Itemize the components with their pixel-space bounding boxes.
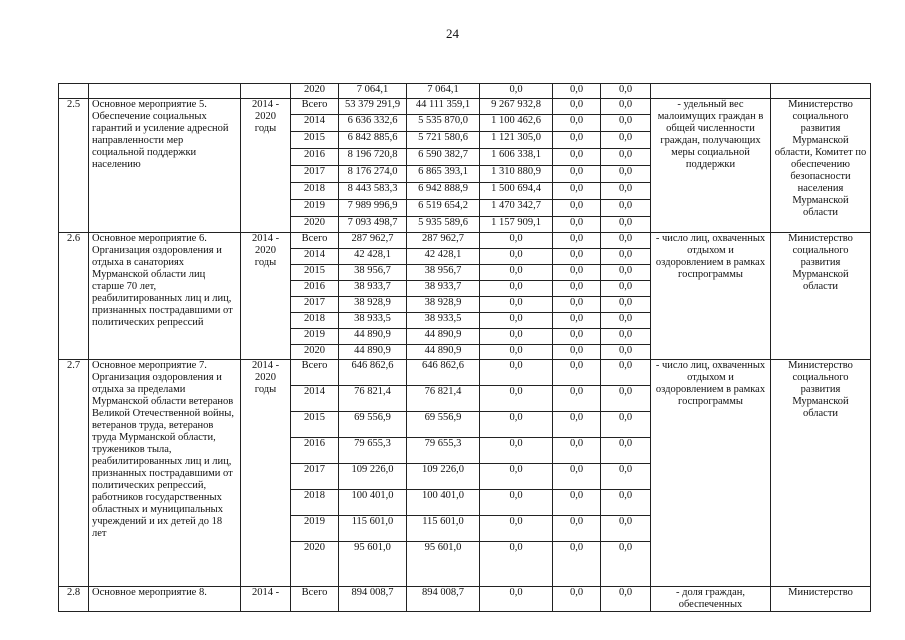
year-cell: 2016 [291,438,339,464]
value-cell: 1 500 694,4 [480,183,553,200]
year-cell: 2018 [291,183,339,200]
section-period: 2014 - [241,587,291,612]
value-cell: 100 401,0 [339,490,407,516]
value-cell: 646 862,6 [339,360,407,386]
table-row [59,587,871,612]
value-cell: 79 655,3 [407,438,480,464]
value-cell: 0,0 [480,386,553,412]
value-cell: 0,0 [553,99,601,115]
value-cell: 0,0 [601,265,651,281]
value-cell: 894 008,7 [339,587,407,612]
year-cell: Всего [291,233,339,249]
value-cell: 0,0 [480,233,553,249]
value-cell: 6 842 885,6 [339,132,407,149]
year-cell: Всего [291,99,339,115]
value-cell: 0,0 [601,166,651,183]
value-cell: 44 890,9 [339,345,407,360]
value-cell: 42 428,1 [339,249,407,265]
year-cell: 2018 [291,313,339,329]
value-cell: 0,0 [553,297,601,313]
period-cell [241,84,291,99]
value-cell: 0,0 [601,149,651,166]
value-cell: 44 890,9 [407,345,480,360]
value-cell: 38 933,7 [339,281,407,297]
value-cell: 0,0 [480,516,553,542]
value-cell: 6 942 888,9 [407,183,480,200]
value-cell: 79 655,3 [339,438,407,464]
value-cell: 287 962,7 [339,233,407,249]
value-cell: 0,0 [553,464,601,490]
value-cell: 0,0 [553,587,601,612]
value-cell: 44 111 359,1 [407,99,480,115]
year-cell: 2016 [291,149,339,166]
value-cell: 44 890,9 [407,329,480,345]
value-cell: 0,0 [601,200,651,217]
value-cell: 0,0 [480,281,553,297]
year-cell: 2017 [291,464,339,490]
value-cell: 7 093 498,7 [339,217,407,233]
value-cell: 0,0 [601,345,651,360]
value-cell: 0,0 [480,412,553,438]
section-index: 2.5 [59,99,89,233]
value-cell: 287 962,7 [407,233,480,249]
year-cell: 2019 [291,200,339,217]
section-indicator: - доля граждан, обеспеченных [651,587,771,612]
value-cell: 100 401,0 [407,490,480,516]
value-cell: 0,0 [480,297,553,313]
value-cell: 0,0 [553,166,601,183]
section-indicator: - число лиц, охваченных отдыхом и оздоровлением в рамках госпрограммы [651,233,771,360]
year-cell: 2016 [291,281,339,297]
year-cell: 2019 [291,329,339,345]
value-cell: 5 935 589,6 [407,217,480,233]
value-cell: 0,0 [480,265,553,281]
value-cell: 0,0 [480,249,553,265]
year-cell: 2014 [291,249,339,265]
year-cell: 2020 [291,542,339,587]
value-cell: 0,0 [553,132,601,149]
section-index: 2.6 [59,233,89,360]
section-name: Основное мероприятие 7. Организация оздоровления и отдыха за пределами Мурманской области ветеранов Великой Отечественной войны, ветеранов труда, ветеранов труда Мурманской области, тружеников тыла, реабилитированных лиц и лиц, признанных пострадавшими от политических репрессий, работников государственных областных и муниципальных учреждений и их детей до 18 лет [89,360,241,587]
value-cell: 76 821,4 [407,386,480,412]
value-cell: 6 865 393,1 [407,166,480,183]
section-executor: Министерство [771,587,871,612]
value-cell: 5 721 580,6 [407,132,480,149]
value-cell: 115 601,0 [407,516,480,542]
section-period: 2014 - 2020 годы [241,99,291,233]
value-cell: 7 989 996,9 [339,200,407,217]
section-name: Основное мероприятие 8. [89,587,241,612]
value-cell: 0,0 [601,542,651,587]
value-cell: 38 933,5 [407,313,480,329]
year-cell: 2018 [291,490,339,516]
section-index: 2.7 [59,360,89,587]
value-cell: 0,0 [553,386,601,412]
section-name: Основное мероприятие 5. Обеспечение социальных гарантий и усиление адресной направленности мер социальной поддержки населению [89,99,241,233]
value-cell: 0,0 [553,412,601,438]
section-executor: Министерство социального развития Мурманской области [771,360,871,587]
value-cell: 69 556,9 [339,412,407,438]
value-cell: 38 928,9 [407,297,480,313]
value-cell: 0,0 [601,99,651,115]
section-indicator: - число лиц, охваченных отдыхом и оздоровлением в рамках госпрограммы [651,360,771,587]
value-cell: 0,0 [601,329,651,345]
value-cell: 0,0 [601,297,651,313]
value-cell: 1 100 462,6 [480,115,553,132]
index-cell [59,84,89,99]
value-cell: 0,0 [553,233,601,249]
value-cell: 0,0 [480,345,553,360]
value-cell: 0,0 [553,281,601,297]
budget-table [58,83,871,612]
value-cell: 0,0 [480,360,553,386]
value-cell: 0,0 [601,233,651,249]
indicator-cell [651,84,771,99]
value-cell: 0,0 [601,587,651,612]
value-cell: 1 606 338,1 [480,149,553,166]
value-cell: 8 196 720,8 [339,149,407,166]
value-cell: 109 226,0 [339,464,407,490]
value-cell: 0,0 [601,183,651,200]
value-cell: 0,0 [553,329,601,345]
value-cell: 0,0 [601,438,651,464]
value-cell: 0,0 [553,183,601,200]
value-cell: 0,0 [601,281,651,297]
value-cell: 38 933,5 [339,313,407,329]
year-cell: 2020 [291,217,339,233]
year-cell: 2020 [291,84,339,99]
value-cell: 95 601,0 [407,542,480,587]
value-cell: 0,0 [553,438,601,464]
value-cell: 53 379 291,9 [339,99,407,115]
value-cell: 0,0 [601,412,651,438]
value-cell: 0,0 [601,84,651,99]
year-cell: 2014 [291,115,339,132]
value-cell: 0,0 [601,115,651,132]
value-cell: 0,0 [553,490,601,516]
value-cell: 38 956,7 [339,265,407,281]
value-cell: 1 310 880,9 [480,166,553,183]
value-cell: 0,0 [601,516,651,542]
section-period: 2014 - 2020 годы [241,360,291,587]
section-name: Основное мероприятие 6. Организация оздоровления и отдыха в санаториях Мурманской области лиц старше 70 лет, реабилитированных лиц и лиц, признанных пострадавшими от политических репрессий [89,233,241,360]
value-cell: 0,0 [553,542,601,587]
value-cell: 8 176 274,0 [339,166,407,183]
table-row [59,233,871,249]
section-period: 2014 - 2020 годы [241,233,291,360]
value-cell: 6 590 382,7 [407,149,480,166]
value-cell: 0,0 [480,542,553,587]
value-cell: 76 821,4 [339,386,407,412]
value-cell: 0,0 [601,464,651,490]
year-cell: Всего [291,587,339,612]
section-index: 2.8 [59,587,89,612]
value-cell: 42 428,1 [407,249,480,265]
year-cell: 2017 [291,297,339,313]
value-cell: 6 636 332,6 [339,115,407,132]
value-cell: 0,0 [553,313,601,329]
value-cell: 5 535 870,0 [407,115,480,132]
value-cell: 0,0 [480,313,553,329]
value-cell: 0,0 [480,329,553,345]
table-row [59,84,871,99]
value-cell: 7 064,1 [339,84,407,99]
value-cell: 69 556,9 [407,412,480,438]
page-number: 24 [446,26,459,41]
table-row [59,99,871,115]
value-cell: 1 121 305,0 [480,132,553,149]
year-cell: 2015 [291,412,339,438]
value-cell: 109 226,0 [407,464,480,490]
value-cell: 115 601,0 [339,516,407,542]
value-cell: 0,0 [553,249,601,265]
value-cell: 95 601,0 [339,542,407,587]
value-cell: 38 933,7 [407,281,480,297]
value-cell: 0,0 [480,464,553,490]
value-cell: 0,0 [553,345,601,360]
year-cell: Всего [291,360,339,386]
value-cell: 38 956,7 [407,265,480,281]
value-cell: 0,0 [553,265,601,281]
value-cell: 6 519 654,2 [407,200,480,217]
value-cell: 38 928,9 [339,297,407,313]
value-cell: 0,0 [601,217,651,233]
value-cell: 894 008,7 [407,587,480,612]
value-cell: 9 267 932,8 [480,99,553,115]
value-cell: 0,0 [553,200,601,217]
year-cell: 2019 [291,516,339,542]
value-cell: 0,0 [480,84,553,99]
value-cell: 0,0 [553,360,601,386]
value-cell: 0,0 [601,249,651,265]
value-cell: 0,0 [553,84,601,99]
value-cell: 1 157 909,1 [480,217,553,233]
value-cell: 0,0 [601,132,651,149]
value-cell: 0,0 [553,149,601,166]
table-row [59,360,871,386]
value-cell: 0,0 [480,587,553,612]
value-cell: 1 470 342,7 [480,200,553,217]
value-cell: 0,0 [553,115,601,132]
value-cell: 7 064,1 [407,84,480,99]
value-cell: 0,0 [480,438,553,464]
name-cell [89,84,241,99]
value-cell: 0,0 [480,490,553,516]
section-indicator: - удельный вес малоимущих граждан в общей численности граждан, получающих меры социальной поддержки [651,99,771,233]
year-cell: 2020 [291,345,339,360]
year-cell: 2017 [291,166,339,183]
value-cell: 8 443 583,3 [339,183,407,200]
value-cell: 0,0 [601,313,651,329]
value-cell: 0,0 [601,360,651,386]
value-cell: 0,0 [553,516,601,542]
value-cell: 44 890,9 [339,329,407,345]
value-cell: 646 862,6 [407,360,480,386]
value-cell: 0,0 [601,490,651,516]
value-cell: 0,0 [553,217,601,233]
year-cell: 2014 [291,386,339,412]
value-cell: 0,0 [601,386,651,412]
section-executor: Министерство социального развития Мурманской области, Комитет по обеспечению безопасности населения Мурманской области [771,99,871,233]
year-cell: 2015 [291,265,339,281]
year-cell: 2015 [291,132,339,149]
section-executor: Министерство социального развития Мурманской области [771,233,871,360]
executor-cell [771,84,871,99]
